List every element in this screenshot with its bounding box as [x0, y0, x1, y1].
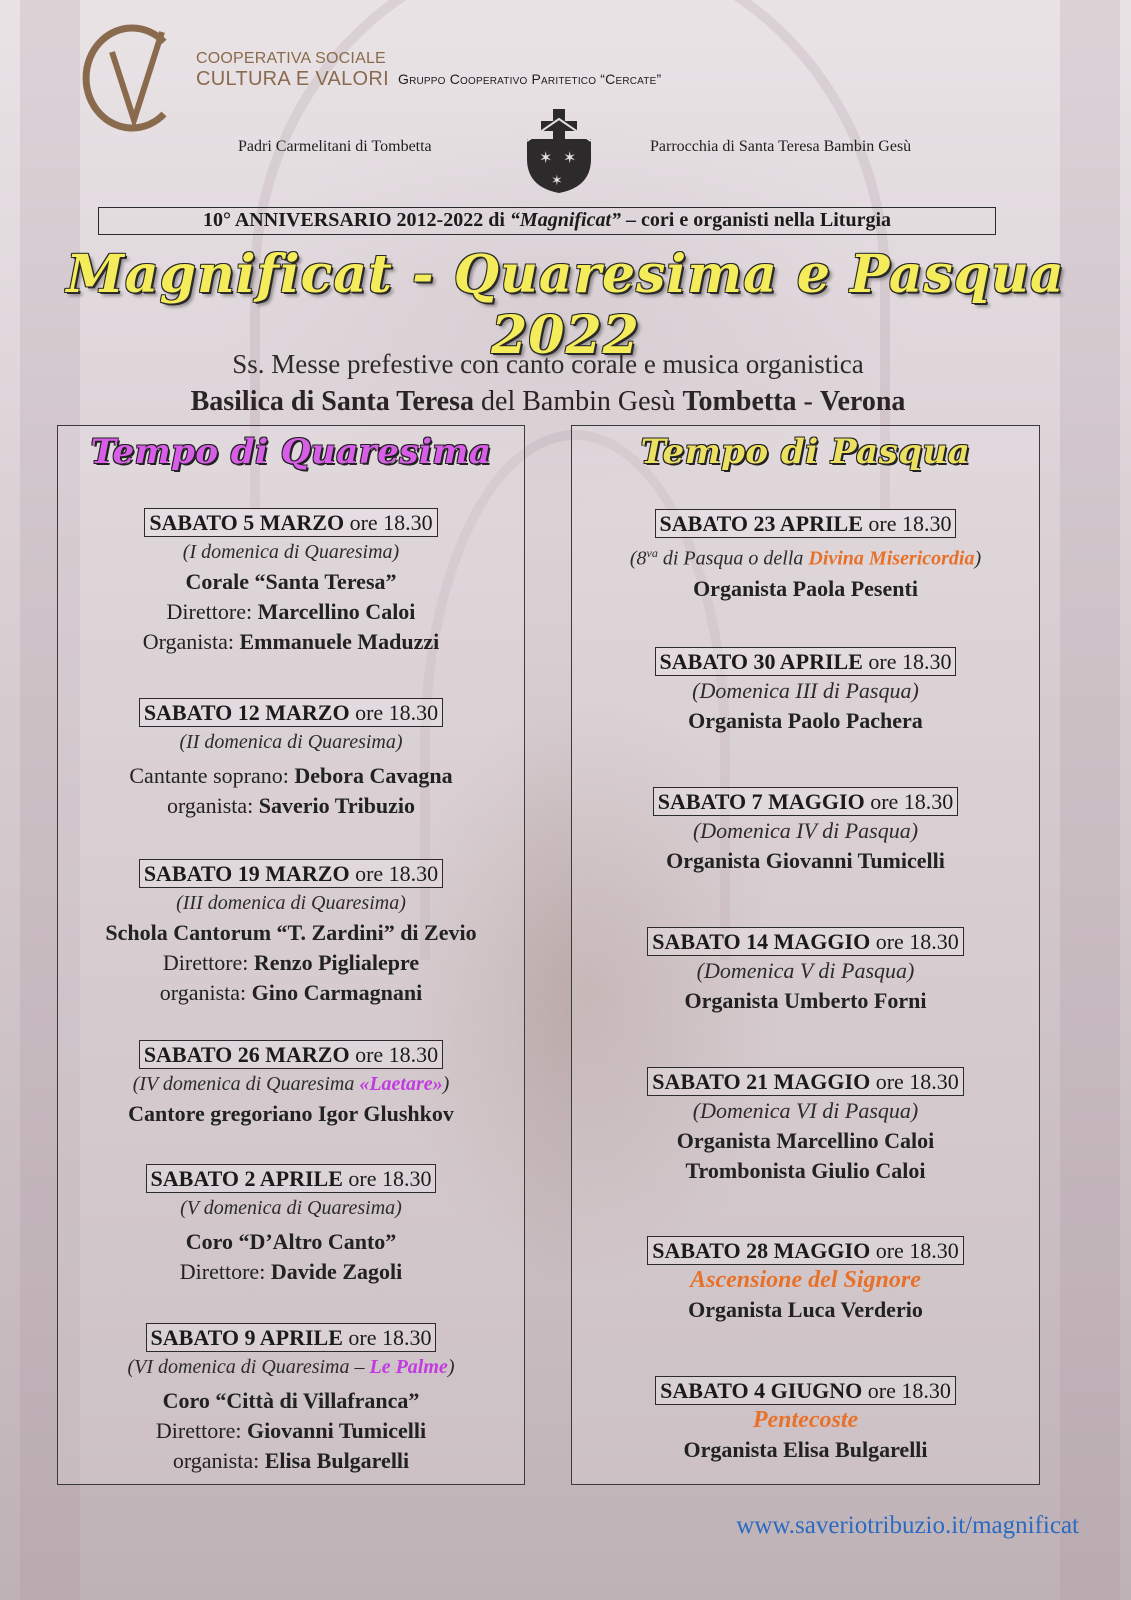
event-sunday: (III domenica di Quaresima): [176, 892, 406, 914]
event-performer: Corale “Santa Teresa”: [185, 569, 397, 594]
event-director: Direttore: Davide Zagoli: [179, 1259, 403, 1284]
lent-event: [58, 698, 524, 821]
event-sunday: (VI domenica di Quaresima – Le Palme): [127, 1356, 455, 1378]
event-performer: Coro “D’Altro Canto”: [185, 1229, 397, 1254]
venue-verona: Verona: [819, 386, 906, 417]
event-performer: Trombonista Giulio Caloi: [685, 1158, 926, 1183]
event-date: SABATO 14 MAGGIO ore 18.30: [647, 927, 964, 956]
easter-event: [572, 509, 1039, 604]
event-date: SABATO 5 MARZO ore 18.30: [144, 508, 437, 537]
venue: [0, 386, 1096, 418]
event-organist: organista: Saverio Tribuzio: [166, 793, 416, 818]
svg-text:✶: ✶: [563, 148, 577, 167]
event-performer: Organista Elisa Bulgarelli: [683, 1437, 928, 1462]
venue-basilica: Basilica di Santa Teresa: [190, 386, 475, 417]
anniversary-prefix: 10° ANNIVERSARIO 2012-2022 di: [202, 209, 510, 231]
anniversary-banner: [98, 207, 996, 235]
event-date: SABATO 23 APRILE ore 18.30: [655, 509, 957, 538]
event-organist: organista: Gino Carmagnani: [159, 980, 423, 1005]
event-date: SABATO 21 MAGGIO ore 18.30: [647, 1067, 964, 1096]
parrocchia: Parrocchia di Santa Teresa Bambin Gesù: [650, 138, 912, 155]
event-date: SABATO 26 MARZO ore 18.30: [139, 1040, 443, 1069]
easter-event: [572, 787, 1039, 876]
venue-text: del Bambin Gesù: [474, 386, 683, 417]
lent-column: [57, 425, 525, 1485]
venue-separator: -: [796, 386, 820, 417]
event-performer: Organista Giovanni Tumicelli: [666, 848, 945, 873]
event-date: SABATO 4 GIUGNO ore 18.30: [655, 1376, 956, 1405]
easter-title: Tempo di Pasqua: [640, 432, 971, 472]
event-performer: Coro “Città di Villafranca”: [162, 1388, 420, 1413]
gruppo-cooperativo: Gruppo Cooperativo Paritetico “Cercate”: [398, 71, 662, 87]
lent-event: [58, 1323, 524, 1476]
event-performer: Organista Marcellino Caloi: [676, 1128, 935, 1153]
event-performer: Organista Paolo Pachera: [688, 708, 923, 733]
lent-title: Tempo di Quaresima: [90, 432, 492, 472]
event-sunday: (I domenica di Quaresima): [182, 541, 400, 563]
event-performer: Organista Luca Verderio: [688, 1297, 923, 1322]
event-sunday: (V domenica di Quaresima): [180, 1197, 402, 1219]
event-date: SABATO 19 MARZO ore 18.30: [139, 859, 443, 888]
event-director: Direttore: Renzo Piglialepre: [162, 950, 420, 975]
event-sunday: (Domenica III di Pasqua): [692, 678, 919, 703]
cv-logo: [82, 22, 182, 134]
event-performer: Schola Cantorum “T. Zardini” di Zevio: [105, 920, 477, 945]
easter-event: [572, 1236, 1039, 1325]
venue-tombetta: Tombetta: [682, 386, 797, 417]
carmelite-crest-icon: [525, 107, 593, 195]
subtitle: Ss. Messe prefestive con canto corale e musica organistica: [232, 349, 864, 379]
event-date: SABATO 28 MAGGIO ore 18.30: [647, 1236, 964, 1265]
event-sunday: (II domenica di Quaresima): [179, 731, 403, 753]
event-date: SABATO 9 APRILE ore 18.30: [146, 1323, 437, 1352]
lent-event: [58, 1040, 524, 1129]
coop-name-line2: CULTURA E VALORI: [196, 68, 389, 90]
easter-column: [571, 425, 1040, 1485]
event-date: SABATO 12 MARZO ore 18.30: [139, 698, 443, 727]
easter-event: [572, 647, 1039, 736]
event-performer: Organista Umberto Forni: [684, 988, 927, 1013]
coop-name-line1: COOPERATIVA SOCIALE: [196, 50, 386, 67]
event-director: Direttore: Marcellino Caloi: [166, 599, 416, 624]
lent-event: [58, 859, 524, 1008]
website-link[interactable]: www.saveriotribuzio.it/magnificat: [736, 1512, 1079, 1539]
event-sunday: (Domenica IV di Pasqua): [692, 818, 919, 843]
anniversary-suffix: – cori e organisti nella Liturgia: [621, 209, 892, 231]
event-director: Direttore: Giovanni Tumicelli: [155, 1418, 427, 1443]
svg-text:✶: ✶: [539, 148, 553, 167]
svg-text:✶: ✶: [551, 173, 563, 189]
event-date: SABATO 7 MAGGIO ore 18.30: [653, 787, 959, 816]
background-pillar: [1060, 0, 1120, 1600]
event-performer: Cantore gregoriano Igor Glushkov: [128, 1101, 454, 1126]
event-performer: Cantante soprano: Debora Cavagna: [129, 763, 453, 788]
event-sunday: (Domenica VI di Pasqua): [692, 1098, 919, 1123]
event-feast: Ascensione del Signore: [690, 1267, 921, 1293]
page-title: Magnificat - Quaresima e Pasqua 2022: [66, 244, 1065, 366]
event-organist: organista: Elisa Bulgarelli: [172, 1448, 410, 1473]
anniversary-italic: “Magnificat”: [509, 209, 622, 231]
lent-event: [58, 508, 524, 657]
padri-carmelitani: Padri Carmelitani di Tombetta: [238, 138, 432, 155]
event-feast: Pentecoste: [752, 1407, 859, 1433]
event-date: SABATO 2 APRILE ore 18.30: [146, 1164, 437, 1193]
event-sunday: (IV domenica di Quaresima «Laetare»): [132, 1073, 450, 1095]
event-date: SABATO 30 APRILE ore 18.30: [655, 647, 957, 676]
event-organist: Organista: Emmanuele Maduzzi: [142, 629, 440, 654]
easter-event: [572, 1067, 1039, 1186]
event-sunday: ($8^{va}$ di Pasqua o della Divina Misericordia): [629, 546, 982, 570]
easter-event: [572, 1376, 1039, 1465]
event-sunday: (Domenica V di Pasqua): [696, 958, 915, 983]
easter-event: [572, 927, 1039, 1016]
event-performer: Organista Paola Pesenti: [693, 575, 918, 601]
lent-event: [58, 1164, 524, 1287]
